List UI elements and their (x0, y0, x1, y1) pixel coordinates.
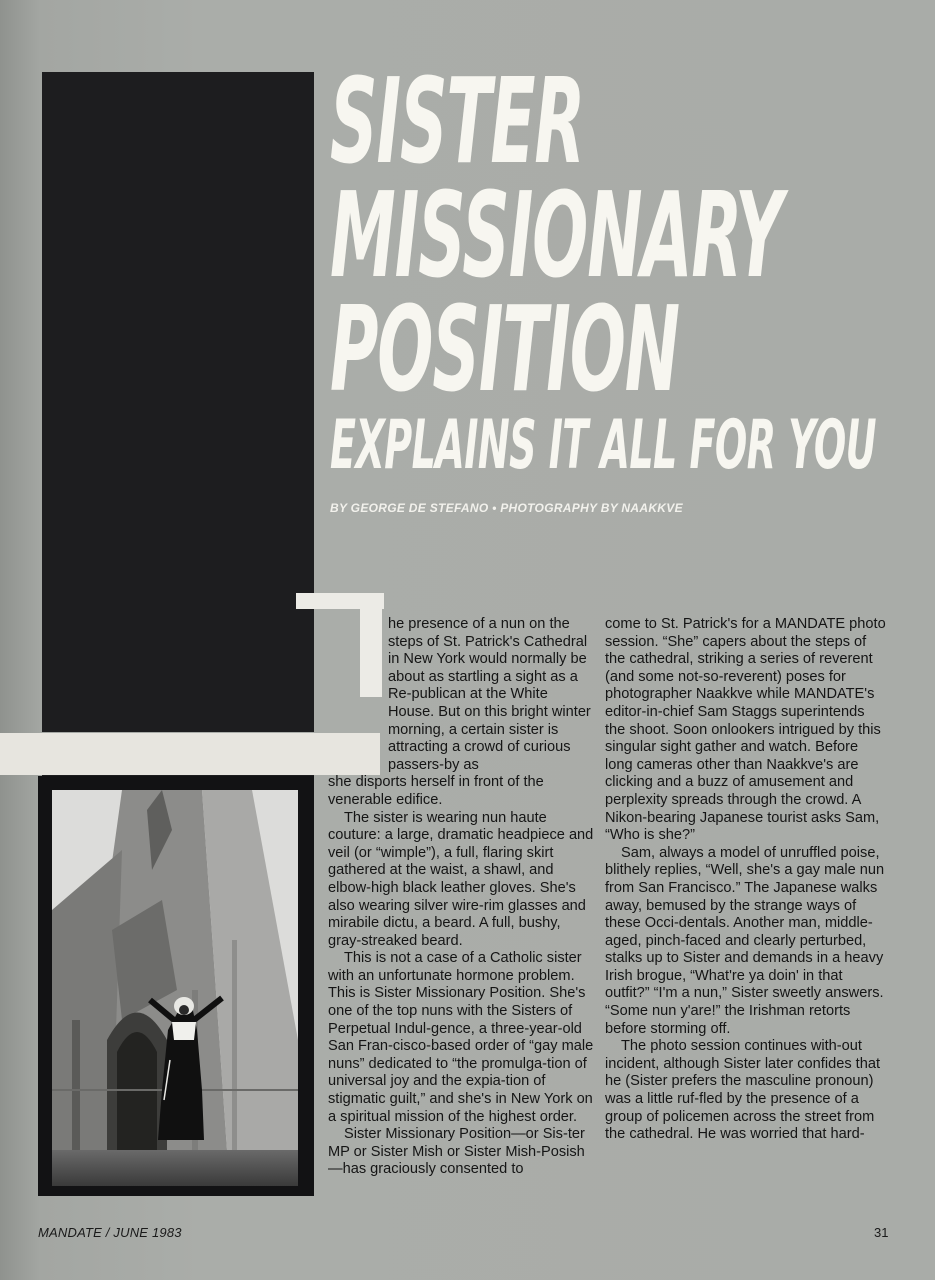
article-column-1 (328, 616, 596, 1179)
article-paragraph: The sister is wearing nun haute couture: a large, dramatic headpiece and veil (or “wimple”), a full, flaring skirt gathered at the waist, a shawl, and elbow-high black leather gloves. She's also wearing silver wire-rim glasses and mirabile dictu, a beard. A full, bushy, gray-streaked beard. (328, 809, 594, 949)
article-paragraph: come to St. Patrick's for a MANDATE photo session. “She” capers about the steps of the cathedral, striking a series of reverent (and some not-so-reverent) poses for photographer Naakkve while MANDATE's editor-in-chief Sam Staggs superintends the shoot. Soon onlookers intrigued by this singular sight gather and watch. Before long cameras other than Naakkve's are clicking and a buzz of amusement and perplexity spreads through the crowd. A Nikon-bearing Japanese tourist asks Sam, “Who is she?” (605, 616, 886, 844)
cathedral-steps (52, 1150, 298, 1186)
white-design-strip (0, 733, 380, 775)
article-opening-paragraph: he presence of a nun on the steps of St. Patrick's Cathedral in New York would normally be about as startling a sight as a Re-publican at the White House. But on this bright winter morning, a certain sister is attracting a crowd of curious passers-by as (388, 616, 591, 773)
headline-line-1: SISTER (330, 52, 585, 190)
article-paragraph: The photo session continues with-out incident, although Sister later confides that he (Sister prefers the masculine pronoun) was a little ruf-fled by the presence of a group of policemen across the street from the cathedral. He was worried that hard- (605, 1038, 881, 1143)
page-number: 31 (874, 1225, 889, 1240)
cathedral-photo (52, 790, 298, 1150)
article-paragraph: Sister Missionary Position—or Sis-ter MP or Sister Mish or Sister Mish-Posish—has graciously consented to (328, 1126, 585, 1178)
headline-line-3: POSITION (330, 280, 679, 418)
headline-line-2: MISSIONARY (330, 166, 782, 304)
article-paragraph: she disports herself in front of the venerable edifice. (328, 774, 544, 808)
footer-publication: MANDATE / JUNE 1983 (38, 1225, 182, 1240)
byline: BY GEORGE DE STEFANO • PHOTOGRAPHY BY NAAKKVE (330, 501, 683, 515)
black-design-bar (42, 72, 314, 732)
article-paragraph: This is not a case of a Catholic sister with an unfortunate hormone problem. This is Sister Missionary Position. She's one of the top nuns with the Sisters of Perpetual Indul-gence, a three-year-old San Fran-cisco-based order of “gay male nuns” dedicated to “the promulga-tion of universal joy and the expia-tion of stigmatic guilt,” and she's in New York on a spiritual mission of the highest order. (328, 950, 594, 1125)
article-paragraph: Sam, always a model of unruffled poise, blithely replies, “Well, she's a gay male nun from San Francisco.” The Japanese walks away, bemused by the strange ways of these Occi-dentals. Another man, middle-aged, pinch-faced and clearly perturbed, stalks up to Sister and demands in a heavy Irish brogue, “What're ya doin' in that outfit?” “I'm a nun,” Sister sweetly answers. “Some nun y'are!” the Irishman retorts before storming off. (605, 844, 885, 1037)
headline-subtitle: EXPLAINS IT ALL FOR YOU (330, 406, 876, 485)
cathedral-illustration (52, 790, 298, 1150)
article-column-2 (605, 616, 887, 1144)
